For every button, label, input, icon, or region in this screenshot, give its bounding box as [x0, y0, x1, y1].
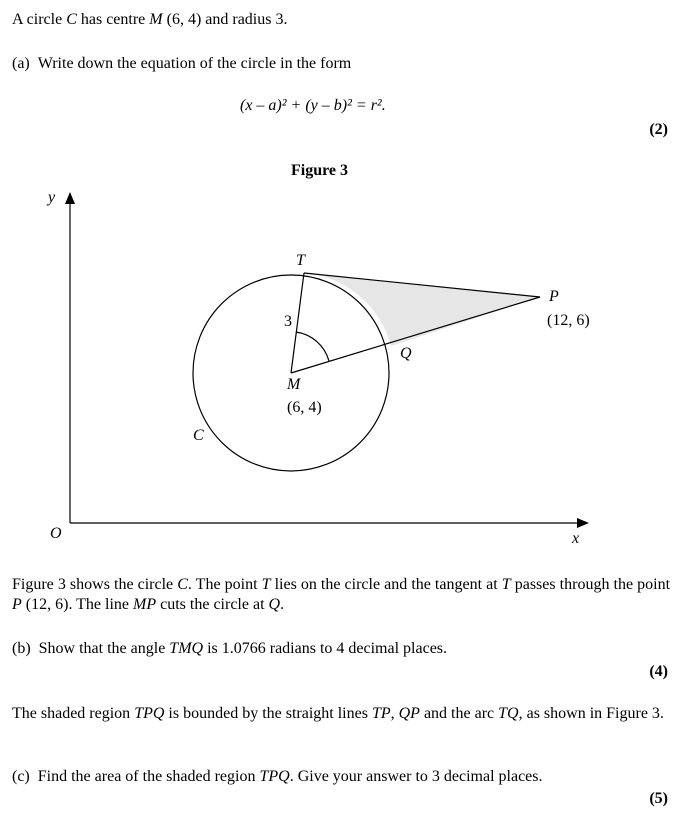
part-a-question: (a) Write down the equation of the circle in the form — [12, 55, 352, 72]
shaded-region-description: The shaded region TPQ is bounded by the straight lines TP, QP and the arc TQ, as shown in Figure 3. — [12, 705, 664, 722]
point-q-label: Q — [400, 345, 412, 362]
part-b-marks: (4) — [649, 663, 668, 680]
y-axis-arrow — [65, 192, 75, 204]
x-axis-arrow — [577, 518, 589, 528]
point-p-coords: (12, 6) — [547, 312, 590, 329]
point-m-label: M — [287, 376, 301, 393]
part-b-question: (b) Show that the angle TMQ is 1.0766 radians to 4 decimal places. — [12, 640, 448, 657]
figure-description: Figure 3 shows the circle C. The point T lies on the circle and the tangent at T passes through the point P (12, 6). The line MP cuts the circle at Q. — [12, 576, 671, 613]
origin-label: O — [50, 525, 62, 542]
part-c-marks: (5) — [649, 790, 668, 807]
part-c-question: (c) Find the area of the shaded region TPQ. Give your answer to 3 decimal places. — [12, 768, 543, 785]
circle-c-label: C — [193, 427, 204, 444]
x-axis-label: x — [572, 530, 580, 547]
intro-line: A circle C has centre M (6, 4) and radius 3. — [12, 11, 288, 28]
radius-label: 3 — [284, 313, 292, 330]
figure-title: Figure 3 — [291, 162, 349, 179]
radius-mt — [291, 273, 304, 373]
shaded-region-tpq — [304, 273, 540, 346]
circle-equation-form: (x – a)² + (y – b)² = r². — [240, 97, 386, 114]
point-t-label: T — [296, 252, 305, 269]
part-a-marks: (2) — [649, 121, 668, 138]
y-axis-label: y — [48, 189, 56, 206]
angle-tmq-arc — [296, 332, 329, 361]
point-m-coords: (6, 4) — [287, 399, 322, 416]
point-p-label: P — [549, 288, 559, 305]
